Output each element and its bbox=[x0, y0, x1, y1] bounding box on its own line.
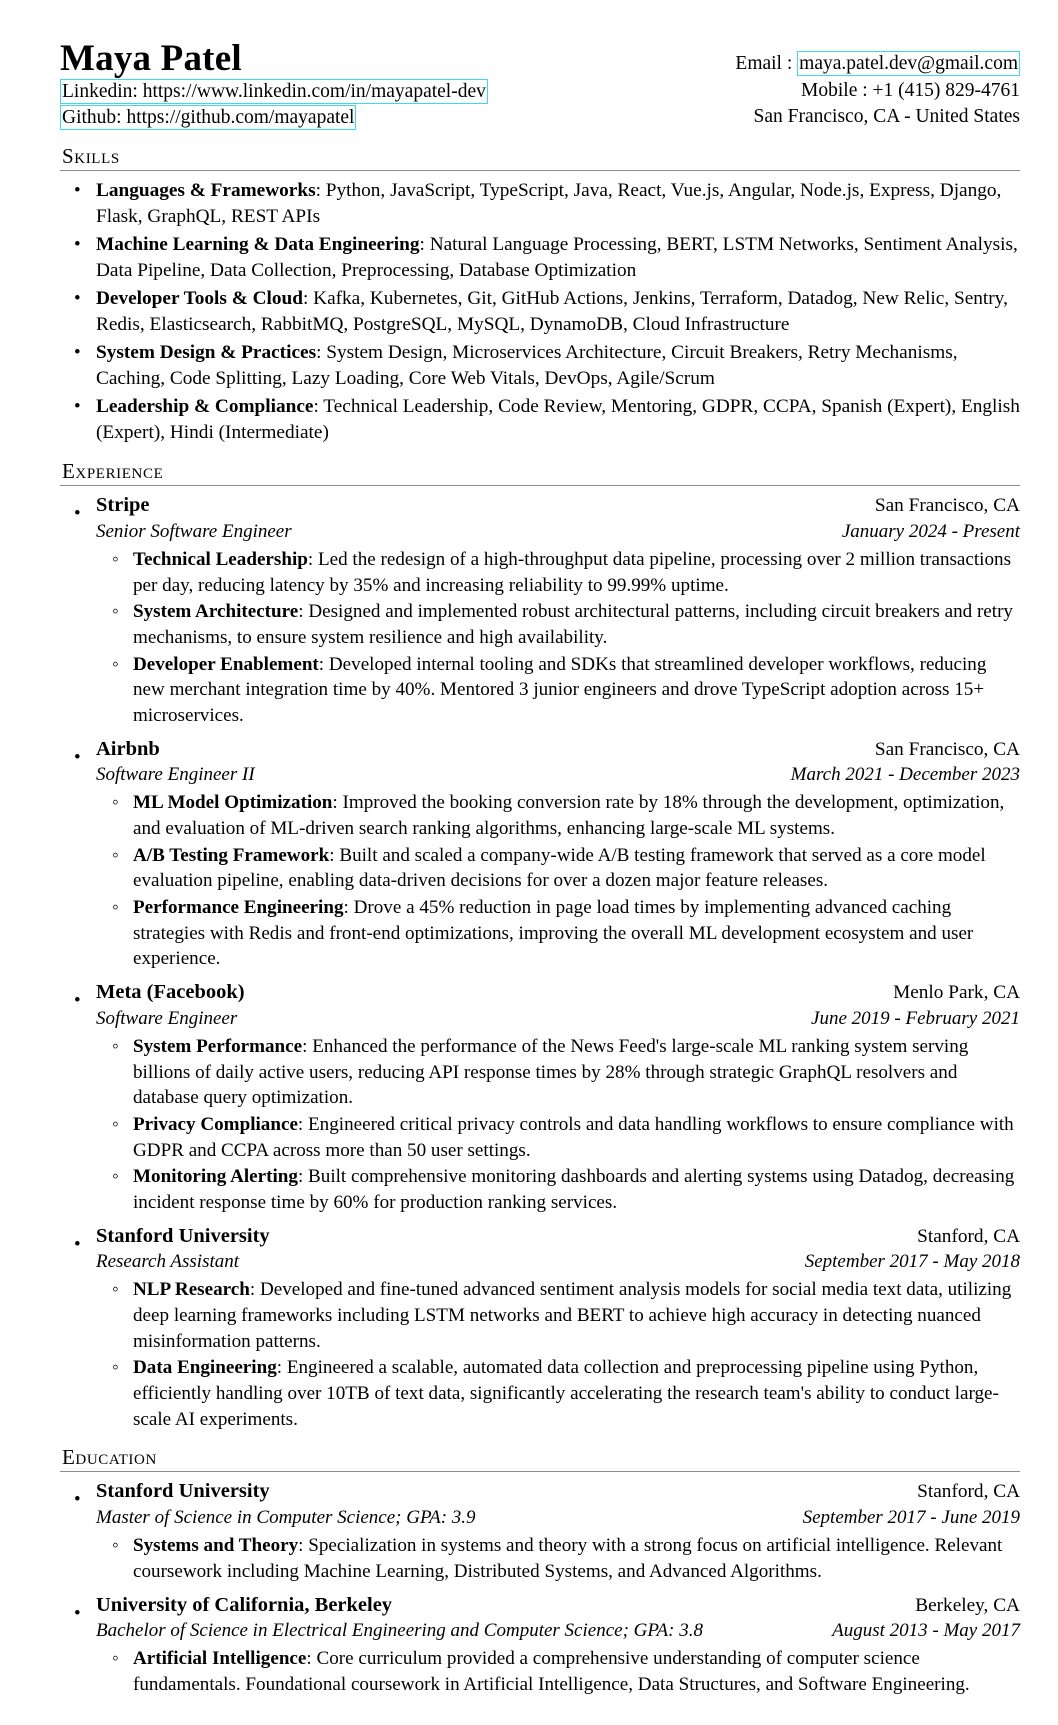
entry-dates: March 2021 - December 2023 bbox=[790, 764, 1020, 786]
bullet-text: Core curriculum provided a comprehensive understanding of computer science fundamentals. Foundational coursework in Artificial Intelligence, Data Structures, and Software Engineering. bbox=[133, 1648, 970, 1695]
skill-entry bbox=[96, 178, 1020, 230]
email-label: Email : bbox=[735, 53, 793, 74]
bullet-lead: Performance Engineering bbox=[133, 897, 344, 919]
skill-category: Developer Tools & Cloud bbox=[96, 288, 303, 310]
list-item bbox=[60, 178, 1020, 230]
bullet-lead: Privacy Compliance bbox=[133, 1113, 298, 1135]
github-line bbox=[60, 105, 488, 131]
entry-header-row bbox=[96, 1592, 1020, 1619]
email-line bbox=[735, 51, 1020, 78]
entry-item bbox=[60, 979, 1020, 1215]
entry-header-row bbox=[96, 492, 1020, 519]
bullet-separator: : bbox=[297, 1113, 309, 1135]
linkedin-line bbox=[60, 79, 488, 105]
bullet-text: Developed and fine-tuned advanced sentiment analysis models for social media text data, utilizing deep learning frameworks including LSTM networks and BERT to achieve high accuracy in detecting nuanced misinformation patterns. bbox=[133, 1279, 1012, 1352]
skill-separator: : bbox=[419, 233, 430, 255]
entry-item bbox=[60, 1223, 1020, 1433]
bullet-separator: : bbox=[307, 549, 318, 571]
section-education bbox=[60, 1445, 1020, 1697]
entry-location: Berkeley, CA bbox=[915, 1594, 1020, 1616]
skill-entry bbox=[96, 232, 1020, 284]
bullet-lead: Monitoring Alerting bbox=[133, 1166, 298, 1188]
list-item bbox=[96, 599, 1020, 650]
list-item bbox=[96, 843, 1020, 894]
bullet-text: Led the redesign of a high-throughput data pipeline, processing over 2 million transactions per day, reducing latency by 35% and increasing reliability to 99.99% uptime. bbox=[133, 549, 1012, 596]
bullet-text: Developed internal tooling and SDKs that streamlined developer workflows, reducing new merchant integration time by 40%. Mentored 3 junior engineers and drove TypeScript adoption across 15+ microservices. bbox=[133, 653, 987, 727]
resume-header bbox=[60, 40, 1020, 131]
skill-separator: : bbox=[315, 179, 326, 201]
skill-category: Languages & Frameworks bbox=[96, 179, 316, 201]
header-right-column bbox=[735, 40, 1020, 131]
mobile-label: Mobile : bbox=[801, 79, 868, 101]
bullet-text: Specialization in systems and theory with a strong focus on artificial intelligence. Relevant coursework including Machine Learning, Distributed Systems, and Advanced Algorithms. bbox=[133, 1535, 1003, 1582]
list-item bbox=[96, 1164, 1020, 1215]
education-list bbox=[60, 1478, 1020, 1697]
entry-role: Senior Software Engineer bbox=[96, 520, 292, 542]
list-item bbox=[96, 1533, 1020, 1584]
bullet-separator: : bbox=[318, 653, 329, 675]
bullet-lead: Technical Leadership bbox=[133, 549, 308, 571]
entry-header-row bbox=[96, 1223, 1020, 1250]
skill-separator: : bbox=[313, 396, 324, 418]
section-divider bbox=[60, 485, 1020, 486]
section-title-experience: Experience bbox=[62, 459, 164, 484]
entry-bullet-list bbox=[96, 1034, 1020, 1216]
bullet-text: Engineered critical privacy controls and data handling workflows to ensure compliance with GDPR and CCPA across more than 50 user settings. bbox=[133, 1113, 1014, 1161]
bullet-lead: Systems and Theory bbox=[133, 1535, 299, 1557]
linkedin-url: https://www.linkedin.com/in/mayapatel-dev bbox=[142, 80, 486, 102]
list-item bbox=[96, 1277, 1020, 1354]
skill-items: Kafka, Kubernetes, Git, GitHub Actions, Jenkins, Terraform, Datadog, New Relic, Sentry, Redis, Elasticsearch, RabbitMQ, PostgreSQL, MySQL, DynamoDB, Cloud Infrastructure bbox=[96, 288, 1008, 335]
entry-subheader-row bbox=[96, 1505, 1020, 1530]
entry-header-row bbox=[96, 736, 1020, 763]
entry-subheader-row bbox=[96, 1249, 1020, 1274]
list-item bbox=[96, 1355, 1020, 1432]
entry-header-row bbox=[96, 979, 1020, 1006]
entry-role: Software Engineer II bbox=[96, 764, 255, 786]
skill-category: Leadership & Compliance bbox=[96, 396, 314, 418]
page-title: Maya Patel bbox=[60, 38, 242, 79]
entry-bullet-list bbox=[96, 790, 1020, 972]
entry-organization: • Stripe bbox=[96, 494, 150, 517]
bullet-lead: A/B Testing Framework bbox=[133, 844, 330, 866]
bullet-separator: : bbox=[249, 1279, 260, 1301]
skill-entry bbox=[96, 286, 1020, 338]
skill-separator: : bbox=[302, 288, 314, 310]
entry-bullet-list bbox=[96, 1533, 1020, 1584]
skill-separator: : bbox=[316, 342, 327, 364]
bullet-text: Enhanced the performance of the News Feed's large-scale ML ranking system serving billions of daily active users, reducing API response times by 28% through strategic GraphQL resolvers and database query optimization. bbox=[133, 1035, 969, 1109]
bullet-lead: System Performance bbox=[133, 1035, 303, 1057]
skill-category: Machine Learning & Data Engineering bbox=[96, 233, 420, 255]
section-skills bbox=[60, 144, 1020, 447]
bullet-text: Drove a 45% reduction in page load times by implementing advanced caching strategies with Redis and front-end optimizations, improving the overall ML development ecosystem and user experience. bbox=[133, 897, 974, 970]
skill-items: Natural Language Processing, BERT, LSTM Networks, Sentiment Analysis, Data Pipeline, Data Collection, Preprocessing, Database Optimization bbox=[96, 233, 1018, 281]
bullet-separator: : bbox=[276, 1357, 287, 1379]
github-label: Github: bbox=[62, 106, 122, 128]
experience-list bbox=[60, 492, 1020, 1432]
entry-dates: June 2019 - February 2021 bbox=[811, 1007, 1020, 1029]
bullet-text: Designed and implemented robust architectural patterns, including circuit breakers and retry mechanisms, to ensure system resilience and high availability. bbox=[133, 601, 1013, 649]
skill-entry bbox=[96, 394, 1020, 446]
entry-subheader-row bbox=[96, 1006, 1020, 1031]
bullet-lead: Artificial Intelligence bbox=[133, 1648, 307, 1670]
bullet-separator: : bbox=[343, 897, 354, 919]
entry-organization: • Airbnb bbox=[96, 737, 160, 760]
list-item bbox=[60, 286, 1020, 338]
email-link[interactable]: maya.patel.dev@gmail.com bbox=[797, 51, 1020, 76]
list-item bbox=[96, 652, 1020, 729]
entry-item bbox=[60, 1478, 1020, 1584]
entry-dates: August 2013 - May 2017 bbox=[832, 1620, 1020, 1642]
entry-subheader-row bbox=[96, 762, 1020, 787]
entry-organization: • Meta (Facebook) bbox=[96, 981, 245, 1004]
entry-role: Research Assistant bbox=[96, 1251, 240, 1273]
list-item bbox=[60, 232, 1020, 284]
bullet-separator: : bbox=[297, 1166, 309, 1188]
section-title-skills: Skills bbox=[62, 143, 120, 168]
bullet-separator: : bbox=[306, 1648, 317, 1670]
skill-category: System Design & Practices bbox=[96, 342, 317, 364]
entry-location: San Francisco, CA bbox=[874, 738, 1020, 760]
entry-location: Stanford, CA bbox=[917, 1225, 1020, 1247]
bullet-separator: : bbox=[302, 1035, 313, 1057]
entry-location: Stanford, CA bbox=[917, 1481, 1020, 1503]
bullet-separator: : bbox=[298, 1535, 309, 1557]
list-item bbox=[96, 1646, 1020, 1697]
github-link[interactable] bbox=[60, 105, 356, 130]
entry-role: Master of Science in Computer Science; GPA: 3.9 bbox=[96, 1507, 476, 1529]
entry-subheader-row bbox=[96, 1618, 1020, 1643]
bullet-text: Improved the booking conversion rate by 18% through the development, optimization, and evaluation of ML-driven search ranking algorithms, enhancing large-scale ML systems. bbox=[133, 792, 1005, 840]
bullet-lead: NLP Research bbox=[133, 1279, 250, 1301]
bullet-text: Engineered a scalable, automated data collection and preprocessing pipeline using Python, efficiently handling over 10TB of text data, significantly accelerating the research team's ability to conduct large-scale AI experiments. bbox=[133, 1357, 999, 1430]
bullet-lead: System Architecture bbox=[133, 601, 299, 623]
github-url: https://github.com/mayapatel bbox=[126, 106, 355, 128]
location-line: San Francisco, CA - United States bbox=[753, 106, 1020, 128]
entry-organization: • Stanford University bbox=[96, 1224, 270, 1247]
entry-bullet-list bbox=[96, 547, 1020, 729]
entry-bullet-list bbox=[96, 1277, 1020, 1432]
list-item bbox=[96, 1112, 1020, 1163]
list-item bbox=[60, 394, 1020, 446]
section-divider bbox=[60, 170, 1020, 171]
linkedin-link[interactable] bbox=[60, 79, 488, 104]
skill-items: Python, JavaScript, TypeScript, Java, React, Vue.js, Angular, Node.js, Express, Django, Flask, GraphQL, REST APIs bbox=[96, 179, 1002, 227]
entry-dates: September 2017 - May 2018 bbox=[804, 1251, 1020, 1273]
entry-subheader-row bbox=[96, 519, 1020, 544]
list-item bbox=[96, 895, 1020, 972]
section-divider bbox=[60, 1471, 1020, 1472]
bullet-text: Built comprehensive monitoring dashboards and alerting systems using Datadog, decreasing incident response time by 60% for production ranking services. bbox=[133, 1166, 1015, 1213]
skills-list bbox=[60, 178, 1020, 446]
entry-dates: January 2024 - Present bbox=[841, 520, 1020, 542]
bullet-lead: Developer Enablement bbox=[133, 653, 319, 675]
entry-item bbox=[60, 736, 1020, 972]
skill-items: Technical Leadership, Code Review, Mentoring, GDPR, CCPA, Spanish (Expert), English (Expert), Hindi (Intermediate) bbox=[96, 396, 1020, 444]
bullet-lead: ML Model Optimization bbox=[133, 792, 333, 814]
bullet-lead: Data Engineering bbox=[133, 1357, 277, 1379]
entry-item bbox=[60, 492, 1020, 728]
entry-header-row bbox=[96, 1478, 1020, 1505]
bullet-separator: : bbox=[298, 601, 309, 623]
section-experience bbox=[60, 459, 1020, 1432]
entry-bullet-list bbox=[96, 1646, 1020, 1697]
list-item bbox=[96, 790, 1020, 841]
mobile-value: +1 (415) 829-4761 bbox=[872, 79, 1020, 101]
entry-organization: • University of California, Berkeley bbox=[96, 1593, 393, 1616]
bullet-text: Built and scaled a company-wide A/B testing framework that served as a core model evaluation pipeline, enabling data-driven decisions for over a dozen major feature releases. bbox=[133, 844, 986, 892]
skill-entry bbox=[96, 340, 1020, 392]
list-item bbox=[96, 1034, 1020, 1111]
bullet-separator: : bbox=[329, 844, 340, 866]
linkedin-label: Linkedin: bbox=[62, 80, 138, 102]
list-item bbox=[60, 340, 1020, 392]
entry-dates: September 2017 - June 2019 bbox=[802, 1507, 1020, 1529]
entry-role: Software Engineer bbox=[96, 1007, 238, 1029]
header-left-column bbox=[60, 40, 488, 131]
section-title-education: Education bbox=[62, 1445, 157, 1470]
bullet-separator: : bbox=[332, 792, 343, 814]
skill-items: System Design, Microservices Architecture, Circuit Breakers, Retry Mechanisms, Caching, Code Splitting, Lazy Loading, Core Web Vitals, DevOps, Agile/Scrum bbox=[96, 342, 958, 390]
entry-item bbox=[60, 1592, 1020, 1698]
mobile-line bbox=[735, 78, 1020, 105]
entry-role: Bachelor of Science in Electrical Engineering and Computer Science; GPA: 3.8 bbox=[96, 1620, 703, 1642]
list-item bbox=[96, 547, 1020, 598]
entry-location: Menlo Park, CA bbox=[893, 982, 1020, 1004]
entry-location: San Francisco, CA bbox=[874, 495, 1020, 517]
entry-organization: • Stanford University bbox=[96, 1480, 270, 1503]
